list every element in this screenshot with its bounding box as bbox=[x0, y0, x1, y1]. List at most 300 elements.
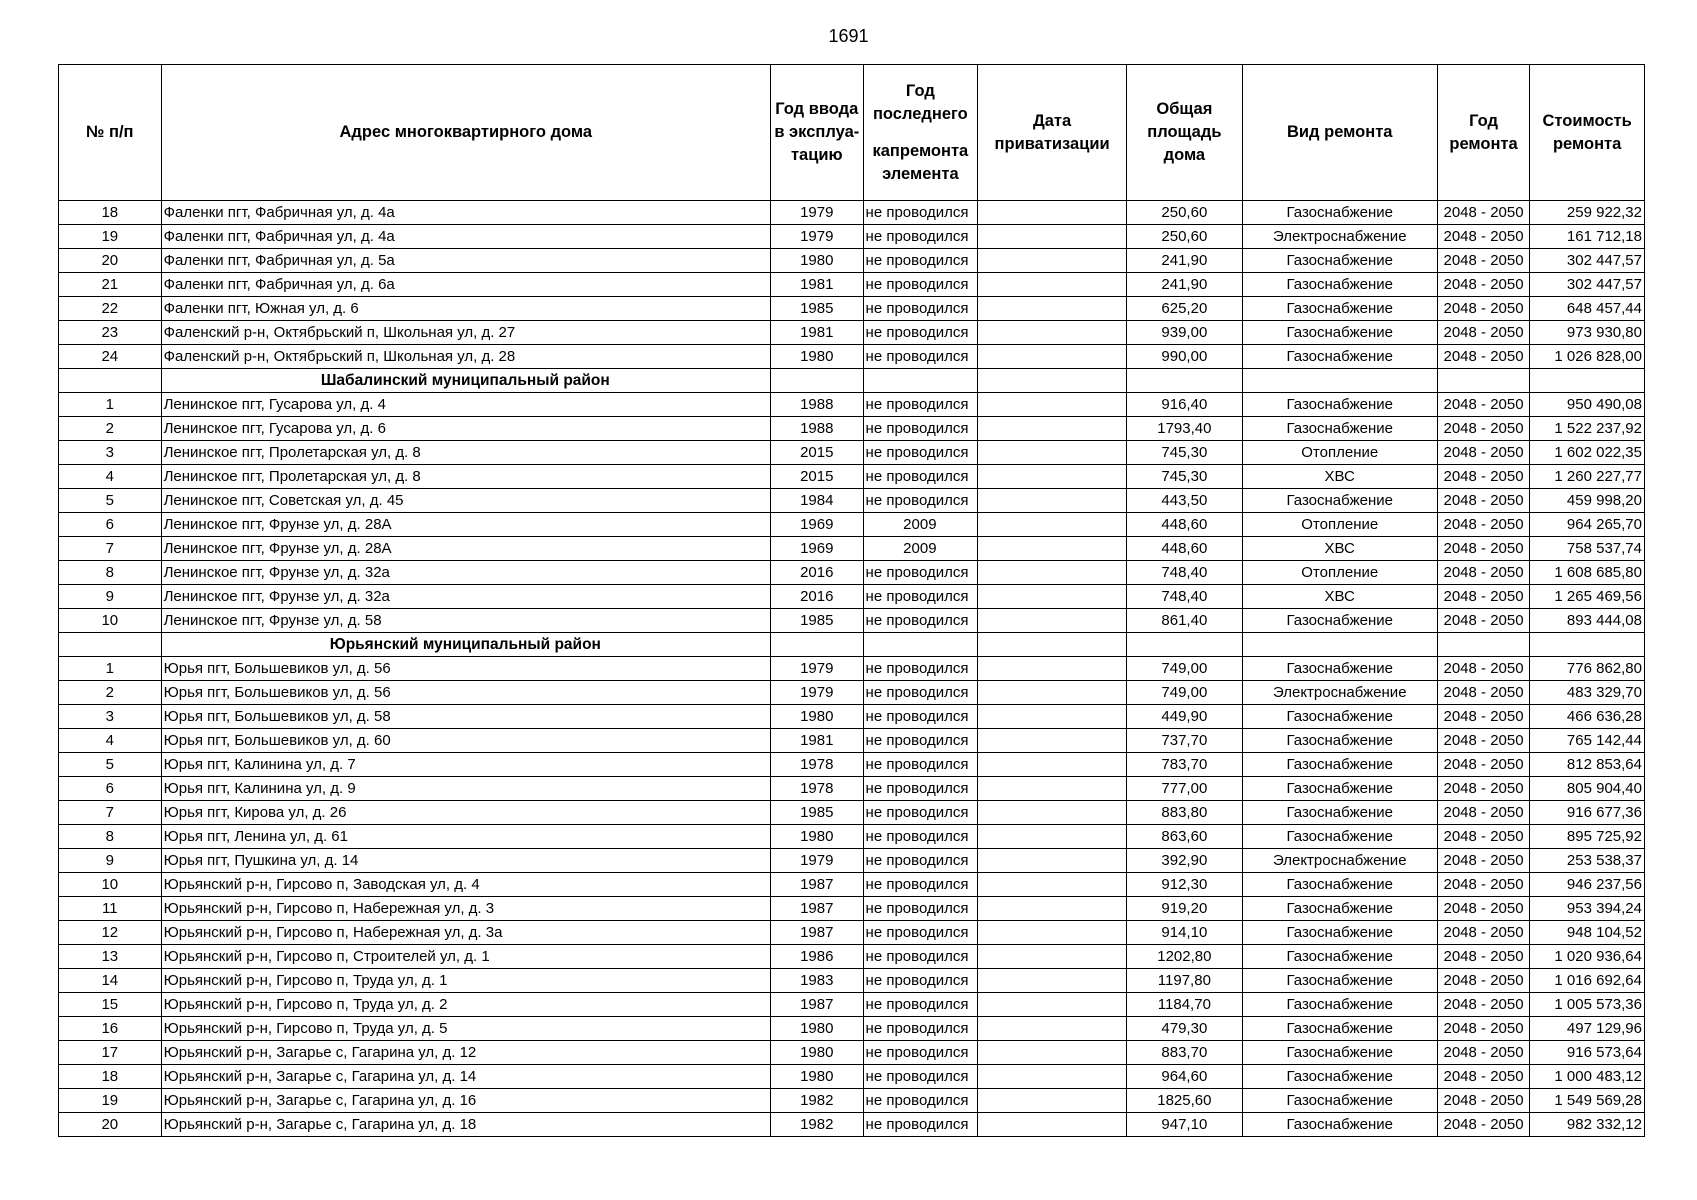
cell-address: Юрьянский р-н, Загарье с, Гагарина ул, д. 16 bbox=[161, 1089, 770, 1113]
repair-table-container bbox=[58, 64, 1645, 1137]
cell-year-built: 1982 bbox=[771, 1113, 864, 1137]
cell-address: Юрьянский р-н, Гирсово п, Заводская ул, д. 4 bbox=[161, 873, 770, 897]
table-row bbox=[59, 321, 1645, 345]
cell-last-repair: не проводился bbox=[863, 681, 978, 705]
header-repair-year: Год ремонта bbox=[1437, 65, 1530, 201]
cell-last-repair: не проводился bbox=[863, 849, 978, 873]
cell-num: 24 bbox=[59, 345, 162, 369]
cell-cost: 776 862,80 bbox=[1530, 657, 1645, 681]
cell-repair-year: 2048 - 2050 bbox=[1437, 249, 1530, 273]
cell-year-built: 1987 bbox=[771, 873, 864, 897]
cell-address: Юрья пгт, Кирова ул, д. 26 bbox=[161, 801, 770, 825]
cell-address: Фаленский р-н, Октябрьский п, Школьная ул, д. 28 bbox=[161, 345, 770, 369]
cell-num: 4 bbox=[59, 465, 162, 489]
table-row bbox=[59, 969, 1645, 993]
cell-num: 2 bbox=[59, 681, 162, 705]
cell-last-repair: не проводился bbox=[863, 825, 978, 849]
cell-area: 1184,70 bbox=[1127, 993, 1243, 1017]
cell-num: 5 bbox=[59, 489, 162, 513]
cell-num: 13 bbox=[59, 945, 162, 969]
table-row bbox=[59, 873, 1645, 897]
cell-last-repair: не проводился bbox=[863, 201, 978, 225]
cell-privatization bbox=[978, 969, 1127, 993]
section-title: Шабалинский муниципальный район bbox=[161, 369, 770, 393]
cell-area: 479,30 bbox=[1127, 1017, 1243, 1041]
cell-cost: 1 522 237,92 bbox=[1530, 417, 1645, 441]
header-year-built: Год ввода в эксплуа-тацию bbox=[771, 65, 864, 201]
cell-num: 8 bbox=[59, 825, 162, 849]
cell-cost: 259 922,32 bbox=[1530, 201, 1645, 225]
cell-cost: 302 447,57 bbox=[1530, 273, 1645, 297]
cell-last-repair: не проводился bbox=[863, 249, 978, 273]
header-num: № п/п bbox=[59, 65, 162, 201]
cell-privatization bbox=[978, 1041, 1127, 1065]
section-empty-cell bbox=[863, 369, 978, 393]
section-empty-cell bbox=[1127, 633, 1243, 657]
cell-repair-year: 2048 - 2050 bbox=[1437, 945, 1530, 969]
cell-cost: 1 549 569,28 bbox=[1530, 1089, 1645, 1113]
cell-area: 745,30 bbox=[1127, 465, 1243, 489]
cell-cost: 1 020 936,64 bbox=[1530, 945, 1645, 969]
cell-privatization bbox=[978, 1089, 1127, 1113]
cell-cost: 1 000 483,12 bbox=[1530, 1065, 1645, 1089]
cell-repair-year: 2048 - 2050 bbox=[1437, 297, 1530, 321]
cell-privatization bbox=[978, 537, 1127, 561]
cell-last-repair: не проводился bbox=[863, 729, 978, 753]
cell-area: 250,60 bbox=[1127, 225, 1243, 249]
cell-area: 947,10 bbox=[1127, 1113, 1243, 1137]
table-row bbox=[59, 393, 1645, 417]
table-row bbox=[59, 561, 1645, 585]
cell-num: 3 bbox=[59, 705, 162, 729]
cell-address: Юрьянский р-н, Гирсово п, Набережная ул, д. 3 bbox=[161, 897, 770, 921]
cell-area: 883,70 bbox=[1127, 1041, 1243, 1065]
cell-cost: 648 457,44 bbox=[1530, 297, 1645, 321]
cell-repair-kind: ХВС bbox=[1242, 585, 1437, 609]
cell-address: Фаленки пгт, Фабричная ул, д. 5а bbox=[161, 249, 770, 273]
cell-repair-year: 2048 - 2050 bbox=[1437, 441, 1530, 465]
cell-repair-kind: Электроснабжение bbox=[1242, 849, 1437, 873]
cell-cost: 1 005 573,36 bbox=[1530, 993, 1645, 1017]
cell-address: Фаленский р-н, Октябрьский п, Школьная ул, д. 27 bbox=[161, 321, 770, 345]
cell-repair-kind: Газоснабжение bbox=[1242, 969, 1437, 993]
cell-repair-kind: Газоснабжение bbox=[1242, 201, 1437, 225]
cell-address: Юрья пгт, Ленина ул, д. 61 bbox=[161, 825, 770, 849]
cell-repair-kind: Газоснабжение bbox=[1242, 897, 1437, 921]
cell-repair-year: 2048 - 2050 bbox=[1437, 897, 1530, 921]
table-row bbox=[59, 777, 1645, 801]
cell-privatization bbox=[978, 777, 1127, 801]
cell-area: 625,20 bbox=[1127, 297, 1243, 321]
cell-cost: 953 394,24 bbox=[1530, 897, 1645, 921]
cell-last-repair: не проводился bbox=[863, 417, 978, 441]
cell-address: Юрья пгт, Большевиков ул, д. 56 bbox=[161, 681, 770, 705]
cell-privatization bbox=[978, 273, 1127, 297]
cell-year-built: 1987 bbox=[771, 921, 864, 945]
cell-year-built: 2015 bbox=[771, 465, 864, 489]
section-empty-cell bbox=[771, 633, 864, 657]
cell-address: Фаленки пгт, Фабричная ул, д. 4а bbox=[161, 225, 770, 249]
cell-address: Юрьянский р-н, Загарье с, Гагарина ул, д. 18 bbox=[161, 1113, 770, 1137]
cell-address: Юрьянский р-н, Загарье с, Гагарина ул, д. 12 bbox=[161, 1041, 770, 1065]
cell-year-built: 2016 bbox=[771, 561, 864, 585]
cell-repair-year: 2048 - 2050 bbox=[1437, 729, 1530, 753]
cell-num: 1 bbox=[59, 657, 162, 681]
cell-year-built: 1980 bbox=[771, 825, 864, 849]
cell-address: Юрьянский р-н, Гирсово п, Набережная ул, д. 3а bbox=[161, 921, 770, 945]
cell-cost: 1 026 828,00 bbox=[1530, 345, 1645, 369]
cell-address: Ленинское пгт, Фрунзе ул, д. 58 bbox=[161, 609, 770, 633]
cell-address: Юрья пгт, Пушкина ул, д. 14 bbox=[161, 849, 770, 873]
cell-repair-kind: Газоснабжение bbox=[1242, 921, 1437, 945]
cell-repair-kind: Электроснабжение bbox=[1242, 225, 1437, 249]
cell-address: Фаленки пгт, Фабричная ул, д. 6а bbox=[161, 273, 770, 297]
cell-year-built: 1978 bbox=[771, 777, 864, 801]
cell-repair-kind: Газоснабжение bbox=[1242, 297, 1437, 321]
cell-cost: 973 930,80 bbox=[1530, 321, 1645, 345]
cell-area: 939,00 bbox=[1127, 321, 1243, 345]
cell-cost: 964 265,70 bbox=[1530, 513, 1645, 537]
cell-area: 1793,40 bbox=[1127, 417, 1243, 441]
section-empty-cell bbox=[59, 633, 162, 657]
section-empty-cell bbox=[59, 369, 162, 393]
cell-privatization bbox=[978, 729, 1127, 753]
cell-year-built: 1979 bbox=[771, 657, 864, 681]
cell-repair-kind: Газоснабжение bbox=[1242, 945, 1437, 969]
cell-cost: 1 260 227,77 bbox=[1530, 465, 1645, 489]
cell-num: 9 bbox=[59, 849, 162, 873]
cell-area: 883,80 bbox=[1127, 801, 1243, 825]
cell-num: 6 bbox=[59, 777, 162, 801]
cell-year-built: 1980 bbox=[771, 705, 864, 729]
cell-repair-kind: Газоснабжение bbox=[1242, 321, 1437, 345]
cell-last-repair: не проводился bbox=[863, 1113, 978, 1137]
cell-repair-kind: Газоснабжение bbox=[1242, 1041, 1437, 1065]
cell-last-repair: 2009 bbox=[863, 537, 978, 561]
section-header-row bbox=[59, 369, 1645, 393]
cell-cost: 893 444,08 bbox=[1530, 609, 1645, 633]
cell-year-built: 1981 bbox=[771, 273, 864, 297]
cell-num: 18 bbox=[59, 1065, 162, 1089]
cell-year-built: 1979 bbox=[771, 681, 864, 705]
cell-num: 17 bbox=[59, 1041, 162, 1065]
table-row bbox=[59, 753, 1645, 777]
cell-privatization bbox=[978, 1113, 1127, 1137]
cell-last-repair: не проводился bbox=[863, 321, 978, 345]
cell-num: 7 bbox=[59, 801, 162, 825]
cell-area: 241,90 bbox=[1127, 249, 1243, 273]
cell-cost: 982 332,12 bbox=[1530, 1113, 1645, 1137]
cell-repair-year: 2048 - 2050 bbox=[1437, 849, 1530, 873]
cell-year-built: 1981 bbox=[771, 321, 864, 345]
cell-last-repair: не проводился bbox=[863, 993, 978, 1017]
cell-year-built: 1979 bbox=[771, 201, 864, 225]
cell-num: 7 bbox=[59, 537, 162, 561]
cell-address: Фаленки пгт, Фабричная ул, д. 4а bbox=[161, 201, 770, 225]
cell-year-built: 1980 bbox=[771, 1065, 864, 1089]
cell-address: Ленинское пгт, Фрунзе ул, д. 28А bbox=[161, 537, 770, 561]
section-empty-cell bbox=[1127, 369, 1243, 393]
table-row bbox=[59, 249, 1645, 273]
cell-area: 783,70 bbox=[1127, 753, 1243, 777]
table-row bbox=[59, 993, 1645, 1017]
cell-repair-year: 2048 - 2050 bbox=[1437, 201, 1530, 225]
cell-privatization bbox=[978, 801, 1127, 825]
table-row bbox=[59, 201, 1645, 225]
cell-repair-year: 2048 - 2050 bbox=[1437, 561, 1530, 585]
cell-area: 916,40 bbox=[1127, 393, 1243, 417]
cell-cost: 1 602 022,35 bbox=[1530, 441, 1645, 465]
cell-address: Ленинское пгт, Фрунзе ул, д. 28А bbox=[161, 513, 770, 537]
cell-repair-year: 2048 - 2050 bbox=[1437, 753, 1530, 777]
cell-address: Ленинское пгт, Фрунзе ул, д. 32а bbox=[161, 585, 770, 609]
cell-repair-year: 2048 - 2050 bbox=[1437, 1113, 1530, 1137]
table-row bbox=[59, 465, 1645, 489]
cell-privatization bbox=[978, 657, 1127, 681]
cell-privatization bbox=[978, 585, 1127, 609]
cell-last-repair: не проводился bbox=[863, 345, 978, 369]
table-row bbox=[59, 513, 1645, 537]
table-row bbox=[59, 1041, 1645, 1065]
cell-repair-year: 2048 - 2050 bbox=[1437, 705, 1530, 729]
cell-last-repair: не проводился bbox=[863, 1065, 978, 1089]
cell-cost: 916 677,36 bbox=[1530, 801, 1645, 825]
cell-address: Юрьянский р-н, Гирсово п, Труда ул, д. 2 bbox=[161, 993, 770, 1017]
cell-repair-year: 2048 - 2050 bbox=[1437, 1065, 1530, 1089]
cell-repair-kind: Газоснабжение bbox=[1242, 705, 1437, 729]
cell-year-built: 1969 bbox=[771, 513, 864, 537]
table-row bbox=[59, 585, 1645, 609]
cell-repair-kind: Газоснабжение bbox=[1242, 657, 1437, 681]
cell-num: 11 bbox=[59, 897, 162, 921]
table-row bbox=[59, 1113, 1645, 1137]
cell-last-repair: не проводился bbox=[863, 801, 978, 825]
table-row bbox=[59, 849, 1645, 873]
table-row bbox=[59, 825, 1645, 849]
cell-repair-kind: Газоснабжение bbox=[1242, 249, 1437, 273]
cell-repair-year: 2048 - 2050 bbox=[1437, 873, 1530, 897]
table-row bbox=[59, 705, 1645, 729]
cell-year-built: 1979 bbox=[771, 225, 864, 249]
cell-repair-kind: ХВС bbox=[1242, 537, 1437, 561]
cell-privatization bbox=[978, 945, 1127, 969]
header-area: Общая площадь дома bbox=[1127, 65, 1243, 201]
cell-repair-kind: ХВС bbox=[1242, 465, 1437, 489]
cell-last-repair: не проводился bbox=[863, 225, 978, 249]
cell-cost: 466 636,28 bbox=[1530, 705, 1645, 729]
cell-privatization bbox=[978, 873, 1127, 897]
cell-repair-year: 2048 - 2050 bbox=[1437, 321, 1530, 345]
cell-area: 737,70 bbox=[1127, 729, 1243, 753]
cell-last-repair: не проводился bbox=[863, 489, 978, 513]
section-empty-cell bbox=[1530, 633, 1645, 657]
cell-year-built: 1988 bbox=[771, 417, 864, 441]
cell-repair-kind: Газоснабжение bbox=[1242, 393, 1437, 417]
header-address: Адрес многоквартирного дома bbox=[161, 65, 770, 201]
cell-repair-year: 2048 - 2050 bbox=[1437, 1041, 1530, 1065]
cell-repair-year: 2048 - 2050 bbox=[1437, 801, 1530, 825]
cell-repair-year: 2048 - 2050 bbox=[1437, 273, 1530, 297]
cell-year-built: 1986 bbox=[771, 945, 864, 969]
cell-last-repair: не проводился bbox=[863, 921, 978, 945]
cell-area: 749,00 bbox=[1127, 657, 1243, 681]
cell-area: 392,90 bbox=[1127, 849, 1243, 873]
cell-area: 863,60 bbox=[1127, 825, 1243, 849]
cell-privatization bbox=[978, 561, 1127, 585]
table-row bbox=[59, 681, 1645, 705]
cell-privatization bbox=[978, 1065, 1127, 1089]
cell-area: 1197,80 bbox=[1127, 969, 1243, 993]
cell-last-repair: 2009 bbox=[863, 513, 978, 537]
section-header-row bbox=[59, 633, 1645, 657]
table-header bbox=[59, 65, 1645, 201]
cell-year-built: 1982 bbox=[771, 1089, 864, 1113]
cell-num: 22 bbox=[59, 297, 162, 321]
cell-num: 9 bbox=[59, 585, 162, 609]
cell-repair-kind: Газоснабжение bbox=[1242, 273, 1437, 297]
table-row bbox=[59, 897, 1645, 921]
cell-num: 14 bbox=[59, 969, 162, 993]
cell-repair-year: 2048 - 2050 bbox=[1437, 921, 1530, 945]
table-row bbox=[59, 945, 1645, 969]
cell-year-built: 1979 bbox=[771, 849, 864, 873]
table-row bbox=[59, 921, 1645, 945]
cell-cost: 765 142,44 bbox=[1530, 729, 1645, 753]
cell-num: 19 bbox=[59, 1089, 162, 1113]
cell-address: Ленинское пгт, Пролетарская ул, д. 8 bbox=[161, 465, 770, 489]
cell-cost: 497 129,96 bbox=[1530, 1017, 1645, 1041]
section-title: Юрьянский муниципальный район bbox=[161, 633, 770, 657]
page-number: 1691 bbox=[828, 26, 869, 46]
section-empty-cell bbox=[978, 369, 1127, 393]
cell-year-built: 1985 bbox=[771, 801, 864, 825]
cell-privatization bbox=[978, 921, 1127, 945]
cell-year-built: 1978 bbox=[771, 753, 864, 777]
cell-last-repair: не проводился bbox=[863, 441, 978, 465]
cell-repair-year: 2048 - 2050 bbox=[1437, 777, 1530, 801]
cell-address: Ленинское пгт, Гусарова ул, д. 4 bbox=[161, 393, 770, 417]
cell-address: Юрьянский р-н, Гирсово п, Труда ул, д. 5 bbox=[161, 1017, 770, 1041]
cell-area: 448,60 bbox=[1127, 537, 1243, 561]
cell-num: 3 bbox=[59, 441, 162, 465]
cell-last-repair: не проводился bbox=[863, 609, 978, 633]
cell-repair-year: 2048 - 2050 bbox=[1437, 609, 1530, 633]
cell-year-built: 2015 bbox=[771, 441, 864, 465]
cell-privatization bbox=[978, 345, 1127, 369]
cell-year-built: 1987 bbox=[771, 993, 864, 1017]
cell-privatization bbox=[978, 441, 1127, 465]
cell-year-built: 1969 bbox=[771, 537, 864, 561]
cell-privatization bbox=[978, 489, 1127, 513]
cell-repair-year: 2048 - 2050 bbox=[1437, 681, 1530, 705]
cell-year-built: 1988 bbox=[771, 393, 864, 417]
table-row bbox=[59, 609, 1645, 633]
section-empty-cell bbox=[1437, 369, 1530, 393]
cell-repair-kind: Газоснабжение bbox=[1242, 489, 1437, 513]
cell-num: 10 bbox=[59, 609, 162, 633]
cell-num: 21 bbox=[59, 273, 162, 297]
cell-address: Ленинское пгт, Гусарова ул, д. 6 bbox=[161, 417, 770, 441]
cell-repair-year: 2048 - 2050 bbox=[1437, 489, 1530, 513]
cell-privatization bbox=[978, 849, 1127, 873]
cell-last-repair: не проводился bbox=[863, 561, 978, 585]
cell-privatization bbox=[978, 465, 1127, 489]
header-last-repair-line1: Год последнего bbox=[872, 81, 968, 123]
cell-repair-year: 2048 - 2050 bbox=[1437, 585, 1530, 609]
cell-year-built: 1987 bbox=[771, 897, 864, 921]
cell-area: 250,60 bbox=[1127, 201, 1243, 225]
table-row bbox=[59, 345, 1645, 369]
cell-last-repair: не проводился bbox=[863, 945, 978, 969]
cell-address: Юрья пгт, Калинина ул, д. 7 bbox=[161, 753, 770, 777]
cell-area: 448,60 bbox=[1127, 513, 1243, 537]
cell-last-repair: не проводился bbox=[863, 897, 978, 921]
header-cost: Стоимость ремонта bbox=[1530, 65, 1645, 201]
cell-repair-year: 2048 - 2050 bbox=[1437, 537, 1530, 561]
cell-num: 20 bbox=[59, 1113, 162, 1137]
cell-privatization bbox=[978, 897, 1127, 921]
cell-repair-kind: Газоснабжение bbox=[1242, 729, 1437, 753]
cell-area: 964,60 bbox=[1127, 1065, 1243, 1089]
cell-cost: 950 490,08 bbox=[1530, 393, 1645, 417]
cell-repair-kind: Отопление bbox=[1242, 513, 1437, 537]
cell-area: 919,20 bbox=[1127, 897, 1243, 921]
cell-privatization bbox=[978, 201, 1127, 225]
cell-repair-kind: Газоснабжение bbox=[1242, 801, 1437, 825]
cell-year-built: 1981 bbox=[771, 729, 864, 753]
cell-repair-kind: Газоснабжение bbox=[1242, 1113, 1437, 1137]
table-row bbox=[59, 1017, 1645, 1041]
cell-area: 745,30 bbox=[1127, 441, 1243, 465]
cell-repair-kind: Газоснабжение bbox=[1242, 993, 1437, 1017]
cell-address: Ленинское пгт, Фрунзе ул, д. 32а bbox=[161, 561, 770, 585]
cell-repair-year: 2048 - 2050 bbox=[1437, 825, 1530, 849]
section-empty-cell bbox=[1437, 633, 1530, 657]
cell-last-repair: не проводился bbox=[863, 297, 978, 321]
cell-last-repair: не проводился bbox=[863, 393, 978, 417]
cell-address: Юрьянский р-н, Гирсово п, Труда ул, д. 1 bbox=[161, 969, 770, 993]
cell-num: 6 bbox=[59, 513, 162, 537]
cell-area: 443,50 bbox=[1127, 489, 1243, 513]
repair-table bbox=[58, 64, 1645, 1137]
table-row bbox=[59, 297, 1645, 321]
cell-repair-kind: Газоснабжение bbox=[1242, 873, 1437, 897]
cell-cost: 459 998,20 bbox=[1530, 489, 1645, 513]
cell-num: 1 bbox=[59, 393, 162, 417]
cell-last-repair: не проводился bbox=[863, 873, 978, 897]
cell-repair-year: 2048 - 2050 bbox=[1437, 465, 1530, 489]
cell-year-built: 1980 bbox=[771, 1017, 864, 1041]
cell-cost: 758 537,74 bbox=[1530, 537, 1645, 561]
cell-repair-kind: Газоснабжение bbox=[1242, 609, 1437, 633]
cell-year-built: 1985 bbox=[771, 609, 864, 633]
cell-privatization bbox=[978, 249, 1127, 273]
cell-repair-year: 2048 - 2050 bbox=[1437, 513, 1530, 537]
cell-area: 449,90 bbox=[1127, 705, 1243, 729]
cell-repair-kind: Газоснабжение bbox=[1242, 345, 1437, 369]
cell-year-built: 1980 bbox=[771, 345, 864, 369]
cell-cost: 916 573,64 bbox=[1530, 1041, 1645, 1065]
cell-repair-kind: Газоснабжение bbox=[1242, 1065, 1437, 1089]
cell-privatization bbox=[978, 297, 1127, 321]
cell-repair-year: 2048 - 2050 bbox=[1437, 993, 1530, 1017]
cell-privatization bbox=[978, 513, 1127, 537]
table-row bbox=[59, 657, 1645, 681]
cell-repair-kind: Газоснабжение bbox=[1242, 1089, 1437, 1113]
header-last-repair bbox=[863, 65, 978, 201]
cell-num: 20 bbox=[59, 249, 162, 273]
cell-cost: 1 016 692,64 bbox=[1530, 969, 1645, 993]
